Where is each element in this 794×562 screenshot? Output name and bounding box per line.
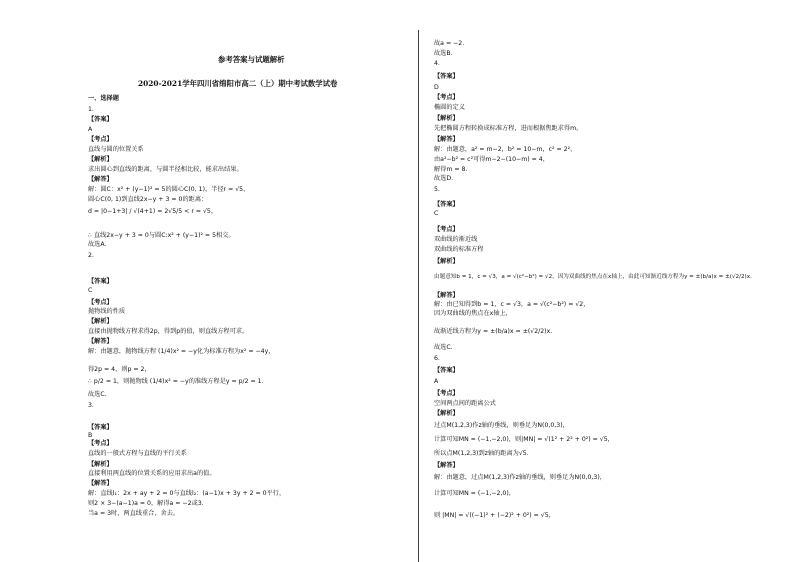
right-line: 【考点】	[434, 226, 459, 233]
left-line: 【解答】	[88, 480, 113, 487]
left-line: 直线与圆的位置关系	[88, 146, 144, 153]
right-line: A	[434, 378, 439, 385]
section-heading: 一、选择题	[88, 95, 119, 102]
left-line: ∴ 直线2x−y + 3 = 0与圆C:x² + (y−1)² = 5相交。	[88, 232, 235, 239]
right-line: 【解答】	[434, 292, 459, 299]
left-line: 【考点】	[88, 440, 113, 447]
right-line: 解：由题意，过点M(1,2,3)作z轴的垂线，则垂足为N(0,0,3)，	[434, 474, 606, 481]
right-line: C	[434, 210, 439, 217]
left-line: 【解析】	[88, 156, 113, 163]
left-line: 1.	[88, 106, 94, 113]
left-line: 解：圆C：x² + (y−1)² = 5的圆心C(0, 1)，半径r = √5，	[88, 186, 250, 193]
right-column	[434, 0, 754, 562]
left-line: 【考点】	[88, 299, 113, 306]
left-line: 当a = 3时，两直线重合，舍去。	[88, 510, 180, 517]
exam-title: 2020-2021学年四川省绵阳市高二（上）期中考试数学试卷	[138, 79, 338, 88]
right-line: 空间两点间的距离公式	[434, 400, 496, 407]
left-line: 直接由抛物线方程求得2p，得到p的值，则直线方程可求。	[88, 328, 249, 335]
right-line: 【解答】	[434, 136, 459, 143]
right-line: 【答案】	[434, 201, 459, 208]
right-line: D	[434, 84, 439, 91]
right-line: 先把椭圆方程转换成标准方程，进而根据焦距求得m。	[434, 125, 583, 132]
left-line: 【解答】	[88, 338, 113, 345]
right-line: 双曲线的渐近线	[434, 236, 478, 243]
left-column	[88, 0, 404, 562]
right-line: 因为双曲线的焦点在x轴上，	[434, 310, 512, 317]
right-line: 故a = −2.	[434, 40, 465, 47]
right-line: 【解析】	[434, 258, 459, 265]
right-line: 双曲线的标准方程	[434, 246, 484, 253]
left-line: C	[88, 287, 93, 294]
right-line: 解：由已知得到b = 1，c = √3，a = √(c²−b²) = √2，	[434, 301, 590, 308]
left-line: 解：直线l₁：2x + ay + 2 = 0与直线l₂：(a−1)x + 3y + 2 = 0平行，	[88, 490, 286, 497]
column-divider	[418, 30, 419, 562]
right-line: 过点M(1,2,3)作z轴的垂线，则垂足为N(0,0,3)，	[434, 422, 569, 429]
left-line: 【解析】	[88, 318, 113, 325]
left-line: A	[88, 126, 93, 133]
right-line: 【解析】	[434, 115, 459, 122]
left-line: 求出圆心到直线的距离，与圆半径相比较，能求出结果。	[88, 166, 243, 173]
left-line: 圆心C(0, 1)到直线2x−y + 3 = 0的距离：	[88, 196, 208, 203]
right-line: 则 |MN| = √((−1)² + (−2)² + 0²) = √5，	[434, 512, 555, 519]
right-line: 所以点M(1,2,3)到z轴的距离为√5.	[434, 450, 529, 457]
right-line: 椭圆的定义	[434, 104, 465, 111]
right-line: 故选D.	[434, 175, 454, 182]
left-line: 得2p = 4，则p = 2，	[88, 366, 151, 373]
left-line: 【答案】	[88, 278, 113, 285]
right-line: 故选B.	[434, 50, 453, 57]
right-line: 故选C.	[434, 344, 453, 351]
left-line: 抛物线的性质	[88, 308, 126, 315]
left-line: 【答案】	[88, 116, 113, 123]
right-line: 计算可知MN = (−1,−2,0)，则|MN| = √(1² + 2² + 0²) = √5，	[434, 436, 614, 443]
left-line: 2.	[88, 252, 94, 259]
left-line: 直线的一般式方程与直线的平行关系	[88, 450, 187, 457]
left-line: 故选A.	[88, 241, 107, 248]
left-line: 【解答】	[88, 176, 113, 183]
right-line: 故渐近线方程为y = ±(b/a)x = ±(√2/2)x.	[434, 328, 553, 335]
right-line: 6.	[434, 355, 440, 362]
right-line: 4.	[434, 60, 440, 67]
right-line: 由a²−b² = c²可得m−2−(10−m) = 4，	[434, 156, 549, 163]
right-line: 解得m = 8.	[434, 166, 468, 173]
left-line: 解：由题意，抛物线方程 (1/4)x² = −y化为标准方程为x² = −4y，	[88, 348, 275, 355]
left-line: 3.	[88, 402, 94, 409]
answer-title: 参考答案与试题解析	[218, 55, 285, 64]
left-line: B	[88, 432, 93, 439]
left-line: 【解析】	[88, 461, 113, 468]
left-line: 【考点】	[88, 136, 113, 143]
right-line: 计算可知MN = (−1,−2,0)，	[434, 490, 515, 497]
right-line: 【答案】	[434, 73, 459, 80]
right-line: 【解答】	[434, 462, 459, 469]
left-line: 【答案】	[88, 424, 113, 431]
right-line: 【答案】	[434, 367, 459, 374]
left-line: 则2 × 3−(a−1)a = 0，解得a = −2或3.	[88, 500, 204, 507]
right-line: 【考点】	[434, 94, 459, 101]
right-line: 解：由题意，a² = m−2，b² = 10−m，c² = 2²，	[434, 146, 577, 153]
left-line: ∴ p/2 = 1，则抛物线 (1/4)x² = −y的准线方程是y = p/2 = 1.	[88, 378, 264, 385]
left-line: 直接利用两直线的位置关系的应用求出a的值。	[88, 470, 216, 477]
right-line: 由题意知b = 1，c = √3，a = √(c²−b²) = √2，因为双曲线的焦点在x轴上，由此可知渐近线方程为y = ±(b/a)x = ±(√2/2)x.	[434, 274, 752, 280]
left-line: d = |0−1+3| / √(4+1) = 2√5/5 < r = √5，	[88, 208, 218, 215]
right-line: 【考点】	[434, 390, 459, 397]
right-line: 5.	[434, 186, 440, 193]
right-line: 【解析】	[434, 410, 459, 417]
left-line: 故选C.	[88, 391, 107, 398]
